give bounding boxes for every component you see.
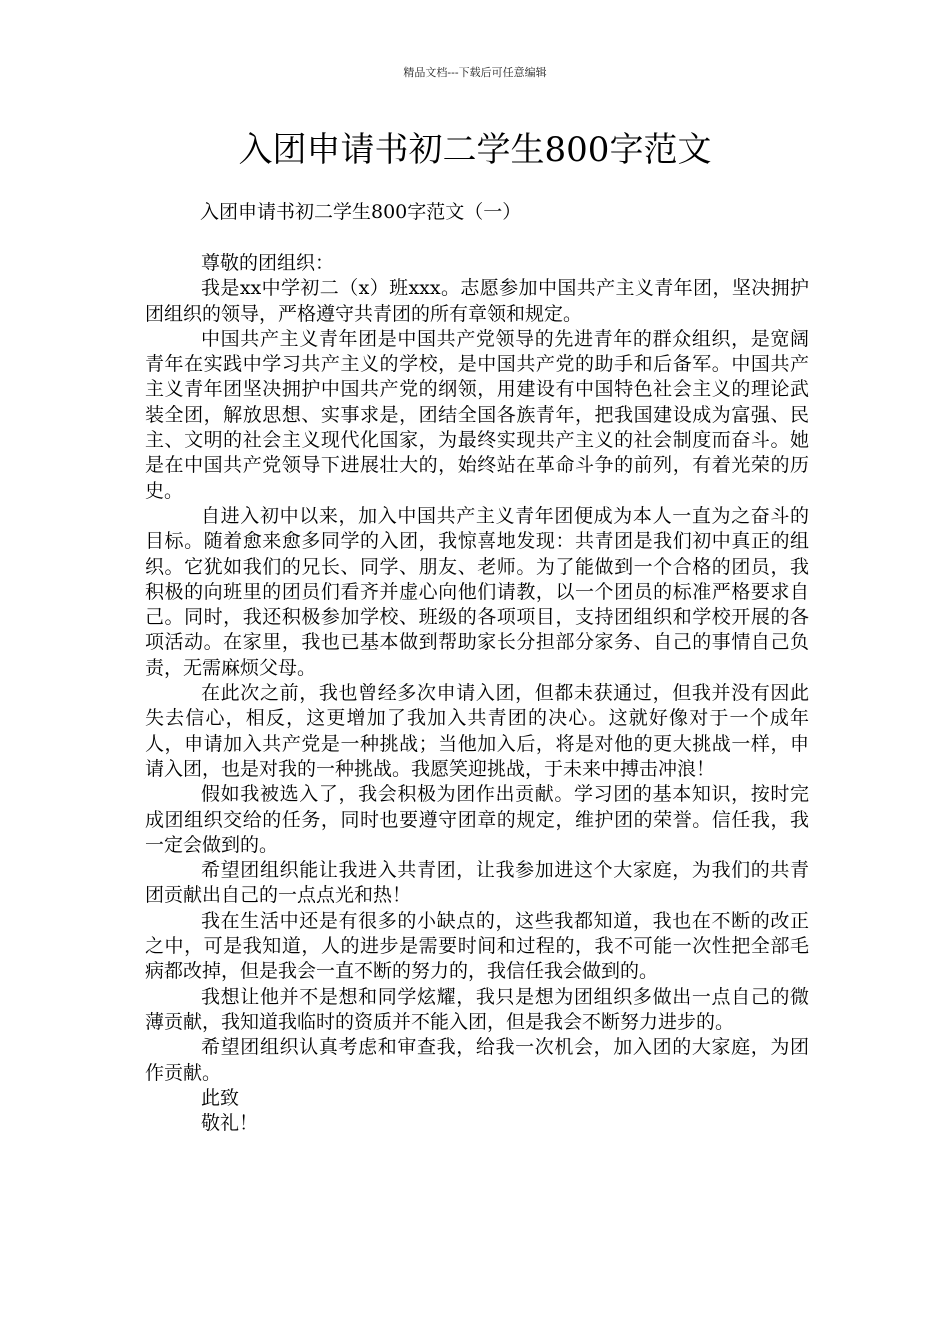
letter-body	[145, 251, 809, 1136]
paragraph-league-description: 中国共产主义青年团是中国共产党领导的先进青年的群众组织，是宽阔青年在实践中学习共产主义的学校，是中国共产党的助手和后备军。中国共产主义青年团坚决拥护中国共产党的纲领，用建设有中国特色社会主义的理论武装全团，解放思想、实事求是，团结全国各族青年，把我国建设成为富强、民主、文明的社会主义现代化国家，为最终实现共产主义的社会制度而奋斗。她是在中国共产党领导下进展壮大的，始终站在革命斗争的前列，有着光荣的历史。	[145, 327, 809, 502]
paragraph-request: 希望团组织认真考虑和审查我，给我一次机会，加入团的大家庭，为团作贡献。	[145, 1036, 809, 1084]
paragraph-previous-applications: 在此次之前，我也曾经多次申请入团，但都未获通过，但我并没有因此失去信心，相反，这更增加了我加入共青团的决心。这就好像对于一个成年人，申请加入共产党是一种挑战；当他加入后，将是对他的更大挑战一样，申请入团，也是对我的一种挑战。我愿笑迎挑战，于未来中搏击冲浪！	[145, 682, 809, 780]
salutation: 尊敬的团组织：	[201, 252, 335, 274]
closing-salute: 敬礼！	[201, 1112, 259, 1135]
paragraph-commitment: 假如我被选入了，我会积极为团作出贡献。学习团的基本知识，按时完成团组织交给的任务，同时也要遵守团章的规定，维护团的荣誉。信任我，我一定会做到的。	[145, 783, 809, 856]
document-subtitle: 入团申请书初二学生800字范文（一）	[200, 201, 522, 223]
closing-line: 此致	[201, 1086, 240, 1109]
paragraph-personal-goal: 自进入初中以来，加入中国共产主义青年团便成为本人一直为之奋斗的目标。随着愈来愈多同学的入团，我惊喜地发现：共青团是我们初中真正的组织。它犹如我们的兄长、同学、朋友、老师。为了能做到一个合格的团员，我积极的向班里的团员们看齐并虚心向他们请教，以一个团员的标准严格要求自己。同时，我还积极参加学校、班级的各项项目，支持团组织和学校开展的各项活动。在家里，我也已基本做到帮助家长分担部分家务、自己的事情自己负责，无需麻烦父母。	[145, 504, 809, 679]
paragraph-shortcomings: 我在生活中还是有很多的小缺点的，这些我都知道，我也在不断的改正之中，可是我知道，人的进步是需要时间和过程的，我不可能一次性把全部毛病都改掉，但是我会一直不断的努力的，我信任我会做到的。	[145, 909, 809, 983]
paragraph-hope: 希望团组织能让我进入共青团，让我参加进这个大家庭，为我们的共青团贡献出自己的一点点光和热！	[145, 859, 809, 907]
paragraph-motivation: 我想让他并不是想和同学炫耀，我只是想为团组织多做出一点自己的微薄贡献，我知道我临时的资质并不能入团，但是我会不断努力进步的。	[145, 985, 809, 1033]
paragraph-introduction: 我是xx中学初二（x）班xxx。志愿参加中国共产主义青年团，坚决拥护团组织的领导，严格遵守共青团的所有章领和规定。	[145, 277, 809, 325]
header-note: 精品文档---下载后可任意编辑	[403, 66, 547, 79]
document-title: 入团申请书初二学生800字范文	[238, 130, 712, 170]
